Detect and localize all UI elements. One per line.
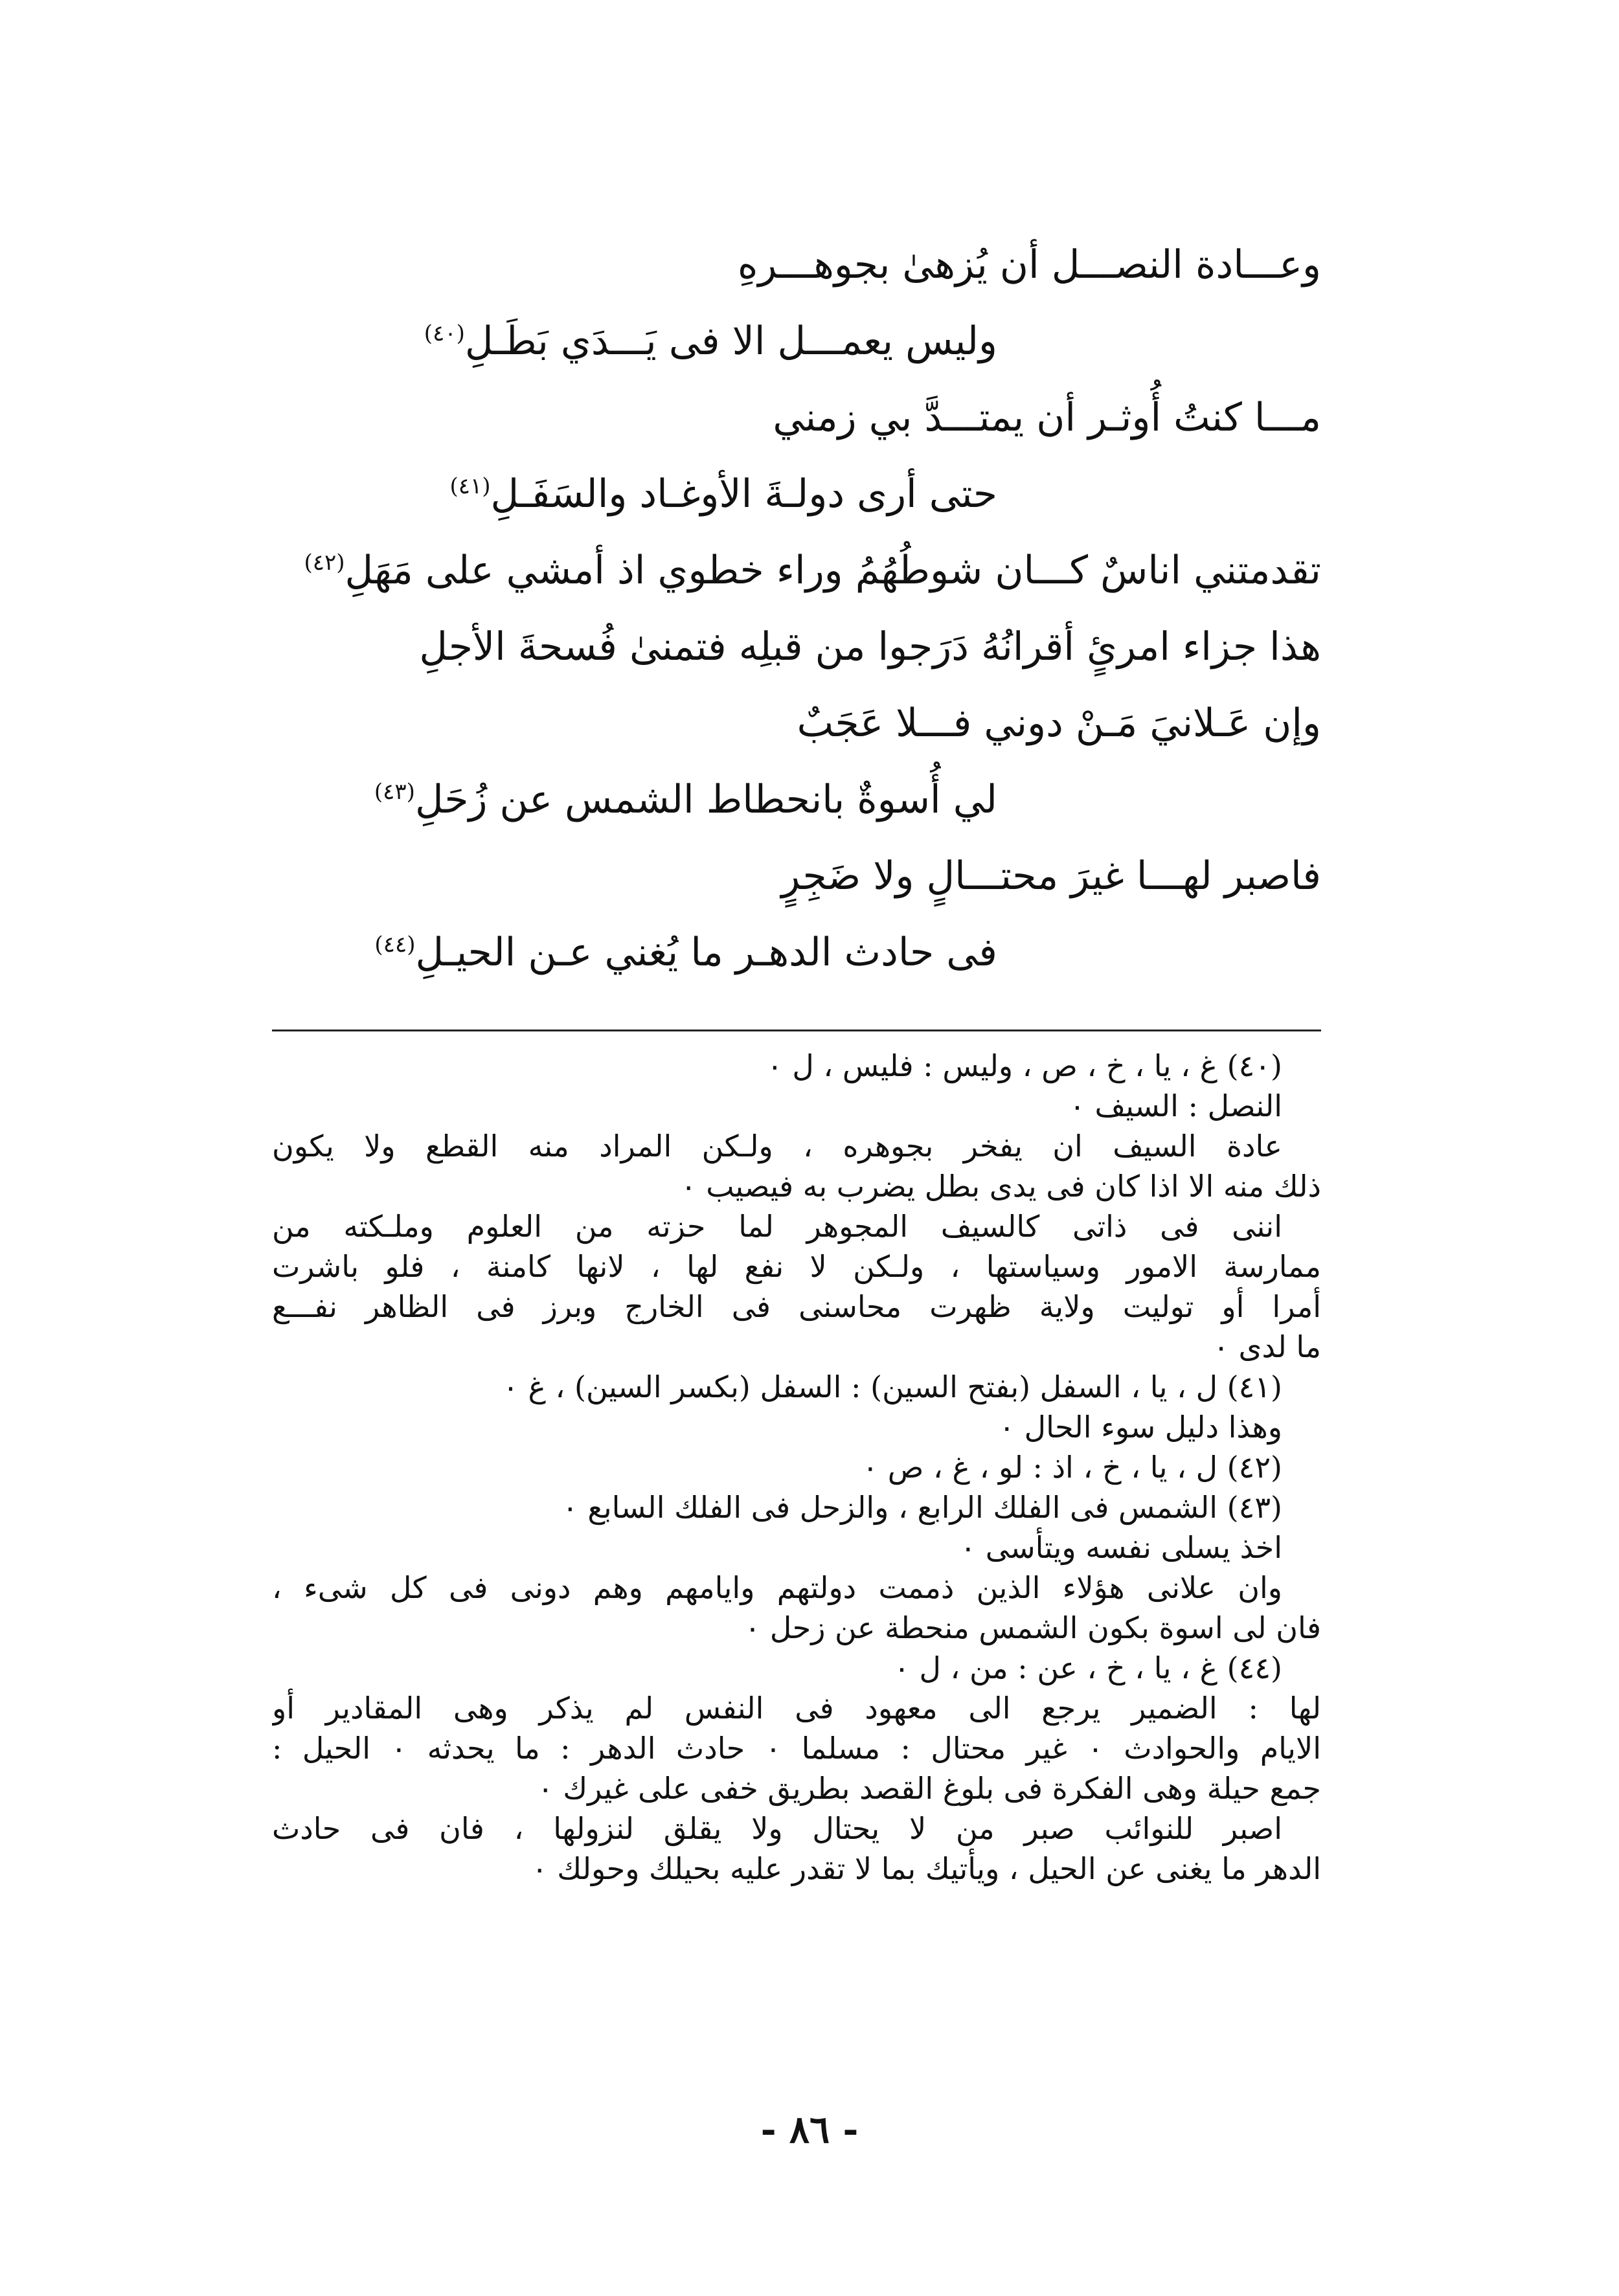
footnote-line: فان لى اسوة بكون الشمس منحطة عن زحل ٠: [744, 1610, 1321, 1645]
verse-text: وعـــادة النصـــل أن يُزهىٰ بجوهـــرهِ: [737, 242, 1321, 287]
verse-text: حتى أرى دولـةَ الأوغـاد والسَفَـلِ: [490, 471, 997, 517]
poem-block: [253, 227, 1321, 991]
footnote-line: جمع حيلة وهى الفكرة فى بلوغ القصد بطريق خفى على غيرك ٠: [537, 1771, 1321, 1806]
verse-line: [253, 303, 1321, 379]
footnote-marker: (٤٣): [374, 779, 415, 805]
footnote-marker: (٤٤): [374, 932, 416, 958]
footnote-marker: (٤٠): [424, 321, 465, 346]
verse-line: [253, 379, 1321, 456]
verse-line: [253, 532, 1321, 609]
footnote-line: أمرا أو توليت ولاية ظهرت محاسنى فى الخارج وبرز فى الظاهر نفـــع: [272, 1289, 1321, 1324]
verse-text: فاصبر لهـــا غيرَ محتـــالٍ ولا ضَجِرٍ: [781, 853, 1321, 899]
footnote-line: النصل : السيف ٠: [1069, 1088, 1282, 1123]
footnote-marker: (٤٢): [304, 550, 345, 576]
verse-text: تقدمتني اناسٌ كـــان شوطُهُمُ وراء خطوي اذ أمشي على مَهَلِ: [345, 548, 1321, 593]
footnote-separator: [272, 1030, 1321, 1031]
footnote-line: عادة السيف ان يفخر بجوهره ، ولـكن المراد منه القطع ولا يكون: [272, 1129, 1282, 1164]
footnote-line: وهذا دليل سوء الحال ٠: [999, 1410, 1282, 1445]
verse-line: [253, 914, 1321, 991]
footnote-marker: (٤١): [449, 473, 491, 499]
footnote-line: وان علانى هؤلاء الذين ذممت دولتهم وايامهم وهم دونى فى كل شىء ،: [272, 1570, 1282, 1605]
verse-text: مـــا كنتُ أُوثـر أن يمتـــدَّ بي زمني: [773, 395, 1321, 440]
verse-text: فى حادث الدهـر ما يُغني عـن الحيـلِ: [415, 930, 997, 975]
footnote-line: (٤٢) ل ، يا ، خ ، اذ : لو ، غ ، ص ٠: [862, 1450, 1282, 1485]
verse-text: هذا جزاء امرئٍ أقرانُهُ دَرَجوا من قبلِه فتمنىٰ فُسحةَ الأجلِ: [419, 624, 1321, 670]
footnote-line: (٤٤) غ ، يا ، خ ، عن : من ، ل ٠: [894, 1650, 1282, 1685]
footnote-line: اخذ يسلى نفسه ويتأسى ٠: [960, 1530, 1282, 1565]
verse-line: [253, 838, 1321, 914]
footnote-line: ما لدى ٠: [1213, 1329, 1321, 1364]
verse-line: [253, 227, 1321, 303]
verse-text: وليس يعمـــل الا فى يَـــدَي بَطَـلِ: [464, 319, 997, 364]
footnote-line: (٤٠) غ ، يا ، خ ، ص ، وليس : فليس ، ل ٠: [767, 1048, 1282, 1083]
verse-line: [253, 609, 1321, 685]
footnote-line: ذلك منه الا اذا كان فى يدى بطل يضرب به فيصيب ٠: [680, 1169, 1321, 1204]
footnote-line: ممارسة الامور وسياستها ، ولـكن لا نفع لها ، لانها كامنة ، فلو باشرت: [272, 1249, 1321, 1284]
verse-text: وإن عَـلانيَ مَـنْ دوني فـــلا عَجَبٌ: [797, 701, 1321, 746]
verse-line: [253, 761, 1321, 838]
footnote-line: (٤١) ل ، يا ، السفل (بفتح السين) : السفل (بكسر السين) ، غ ٠: [503, 1369, 1282, 1404]
footnote-line: (٤٣) الشمس فى الفلك الرابع ، والزحل فى الفلك السابع ٠: [562, 1490, 1282, 1525]
verse-text: لي أُسوةٌ بانحطاط الشمس عن زُحَلِ: [414, 777, 997, 822]
footnote-line: اننى فى ذاتى كالسيف المجوهر لما حزته من العلوم وملـكته من: [272, 1209, 1282, 1244]
footnotes-block: [272, 1046, 1321, 1889]
page-number: - ٨٦ -: [760, 2108, 859, 2152]
footnote-line: الدهر ما يغنى عن الحيل ، ويأتيك بما لا تقدر عليه بحيلك وحولك ٠: [531, 1851, 1321, 1886]
footnote-line: اصبر للنوائب صبر من لا يحتال ولا يقلق لنزولها ، فان فى حادث: [272, 1811, 1282, 1846]
footnote-line: الايام والحوادث ٠ غير محتال : مسلما ٠ حادث الدهر : ما يحدثه ٠ الحيل :: [272, 1731, 1321, 1766]
verse-line: [253, 456, 1321, 532]
verse-line: [253, 685, 1321, 761]
footnote-line: لها : الضمير يرجع الى معهود فى النفس لم يذكر وهى المقادير أو: [272, 1691, 1321, 1726]
